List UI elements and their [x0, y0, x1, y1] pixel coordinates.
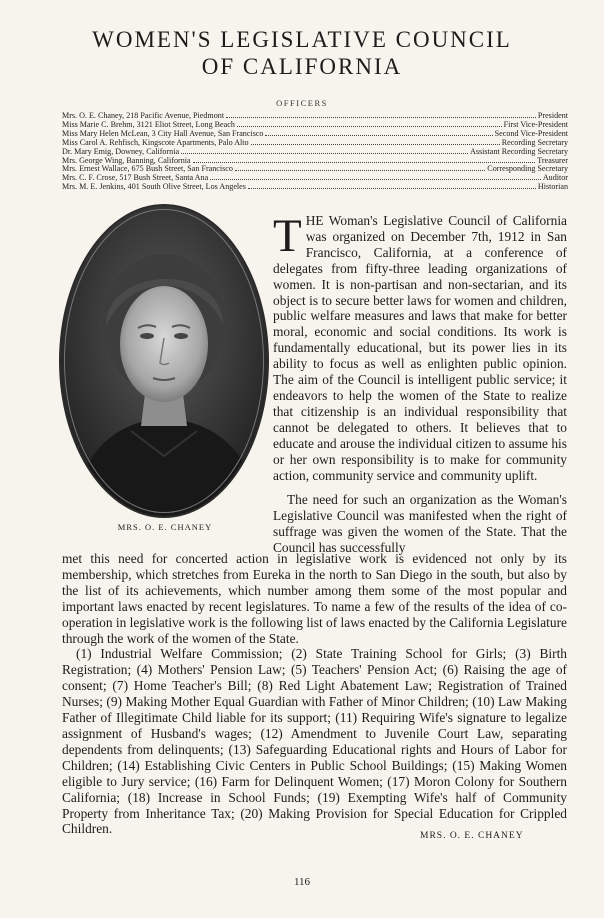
officer-title: Historian: [537, 182, 568, 192]
officer-name: Mrs. M. E. Jenkins, 401 South Olive Street, Los Angeles: [62, 182, 246, 192]
officer-name: Mrs. George Wing, Banning, California: [62, 155, 191, 165]
leader-dots: [226, 116, 536, 118]
leader-dots: [237, 125, 502, 127]
officer-name: Miss Marie C. Brehm, 3121 Eliot Street, Long Beach: [62, 119, 235, 129]
officer-title: President: [537, 111, 568, 120]
officer-title: Auditor: [542, 173, 568, 183]
title-line-1: WOMEN'S LEGISLATIVE COUNCIL: [92, 27, 512, 52]
leader-dots: [248, 187, 536, 189]
leader-dots: [235, 169, 485, 171]
officer-row: [62, 183, 568, 192]
article-paragraph-2-start: The need for such an organization as the Woman's Legislative Council was manifested when the right of suffrage was given the women of the State. That the Council has successfully: [273, 492, 567, 555]
title-line-2: OF CALIFORNIA: [201, 54, 403, 79]
officers-list: [62, 112, 568, 192]
paragraph-1-text: HE Woman's Legislative Council of California was organized on December 7th, 1912 in San Francisco, California, at a conference of delegates from fifty-three leading organizations of women. It is non-partisan and non-sectarian, and its object is to secure better laws for women and children, public welfare measures and laws that make for better moral, economic and social conditions. Its work is fundamentally educational, but its power lies in its ability to focus as well as enlighten public opinion. The aim of the Council is intelligent public service; it endeavors to help the women of the State to realize that citizenship is an individual responsibility that cannot be delegated to others. It believes that to educate and arouse the individual citizen to assume his or her own responsibility is to make for community action, community service and community uplift.: [273, 213, 567, 483]
page-number: 116: [293, 876, 311, 888]
leader-dots: [193, 161, 536, 163]
officer-title: Recording Secretary: [501, 137, 568, 147]
laws-list-paragraph: (1) Industrial Welfare Commission; (2) State Training School for Girls; (3) Birth Registration; (4) Mothers' Pension Law; (5) Teachers' Pension Act; (6) Raising the age of consent; (7) Home Teacher's Bill; (8) Red Light Abatement Law; Registration of Trained Nurses; (9) Making Mother Equal Guardian with Father of Minor Children; (10) Law Making Father of Illegitimate Child liable for its support; (11) Requiring Wife's signature to legalize assignment of Husband's wages; (12) Amendment to Juvenile Court Law, separating dependents from delinquents; (13) Safeguarding Educational rights and Hours of Labor for Children; (14) Establishing Civic Centers in Public School Buildings; (15) Making Women eligible to Jury service; (16) Farm for Delinquent Women; (17) Moron Colony for Southern California; (18) Increase in School Funds; (19) Exempting Wife's half of Community Property from Inheritance Tax; (20) Making Provision for Special Education for Crippled Children.: [62, 646, 567, 837]
portrait-photo: [59, 204, 269, 518]
officer-name: Mrs. O. E. Chaney, 218 Pacific Avenue, Piedmont: [62, 111, 225, 120]
page-title: [0, 26, 604, 80]
officer-title: Assistant Recording Secretary: [470, 146, 568, 156]
portrait-illustration: [61, 206, 267, 516]
leader-dots: [181, 152, 468, 154]
portrait-caption: MRS. O. E. CHANEY: [117, 522, 213, 532]
article-full-width: [62, 551, 567, 837]
leader-dots: [251, 143, 500, 145]
leader-dots: [210, 178, 541, 180]
officer-title: Corresponding Secretary: [487, 164, 568, 174]
officer-name: Miss Mary Helen McLean, 3 City Hall Avenue, San Francisco: [62, 128, 264, 138]
leader-dots: [265, 134, 492, 136]
officers-heading: OFFICERS: [276, 98, 328, 108]
officer-title: First Vice-President: [503, 119, 568, 129]
officer-name: Mrs. C. F. Crose, 517 Bush Street, Santa Ana: [62, 173, 209, 183]
paragraph-2-continued: met this need for concerted action in legislative work is evidenced not only by its membership, which stretches from Eureka in the north to San Diego in the south, but also by the list of its achievements, which number among them some of the most popular and important laws enacted by recent legislatures. To name a few of the results of the idea of co-operation in legislative work is the following list of laws enacted by the California Legislature through the work of the women of the State.: [62, 551, 567, 646]
drop-cap: T: [273, 210, 302, 262]
article-paragraph-1: [273, 210, 567, 483]
officer-name: Miss Carol A. Rehfisch, Kingscote Apartments, Palo Alto: [62, 137, 249, 147]
author-signature: MRS. O. E. CHANEY: [420, 831, 524, 841]
officer-title: Second Vice-President: [494, 128, 568, 138]
officer-title: Treasurer: [537, 155, 568, 165]
officer-name: Dr. Mary Emig, Downey, California: [62, 146, 180, 156]
officer-name: Mrs. Ernest Wallace, 675 Bush Street, San Francisco: [62, 164, 233, 174]
